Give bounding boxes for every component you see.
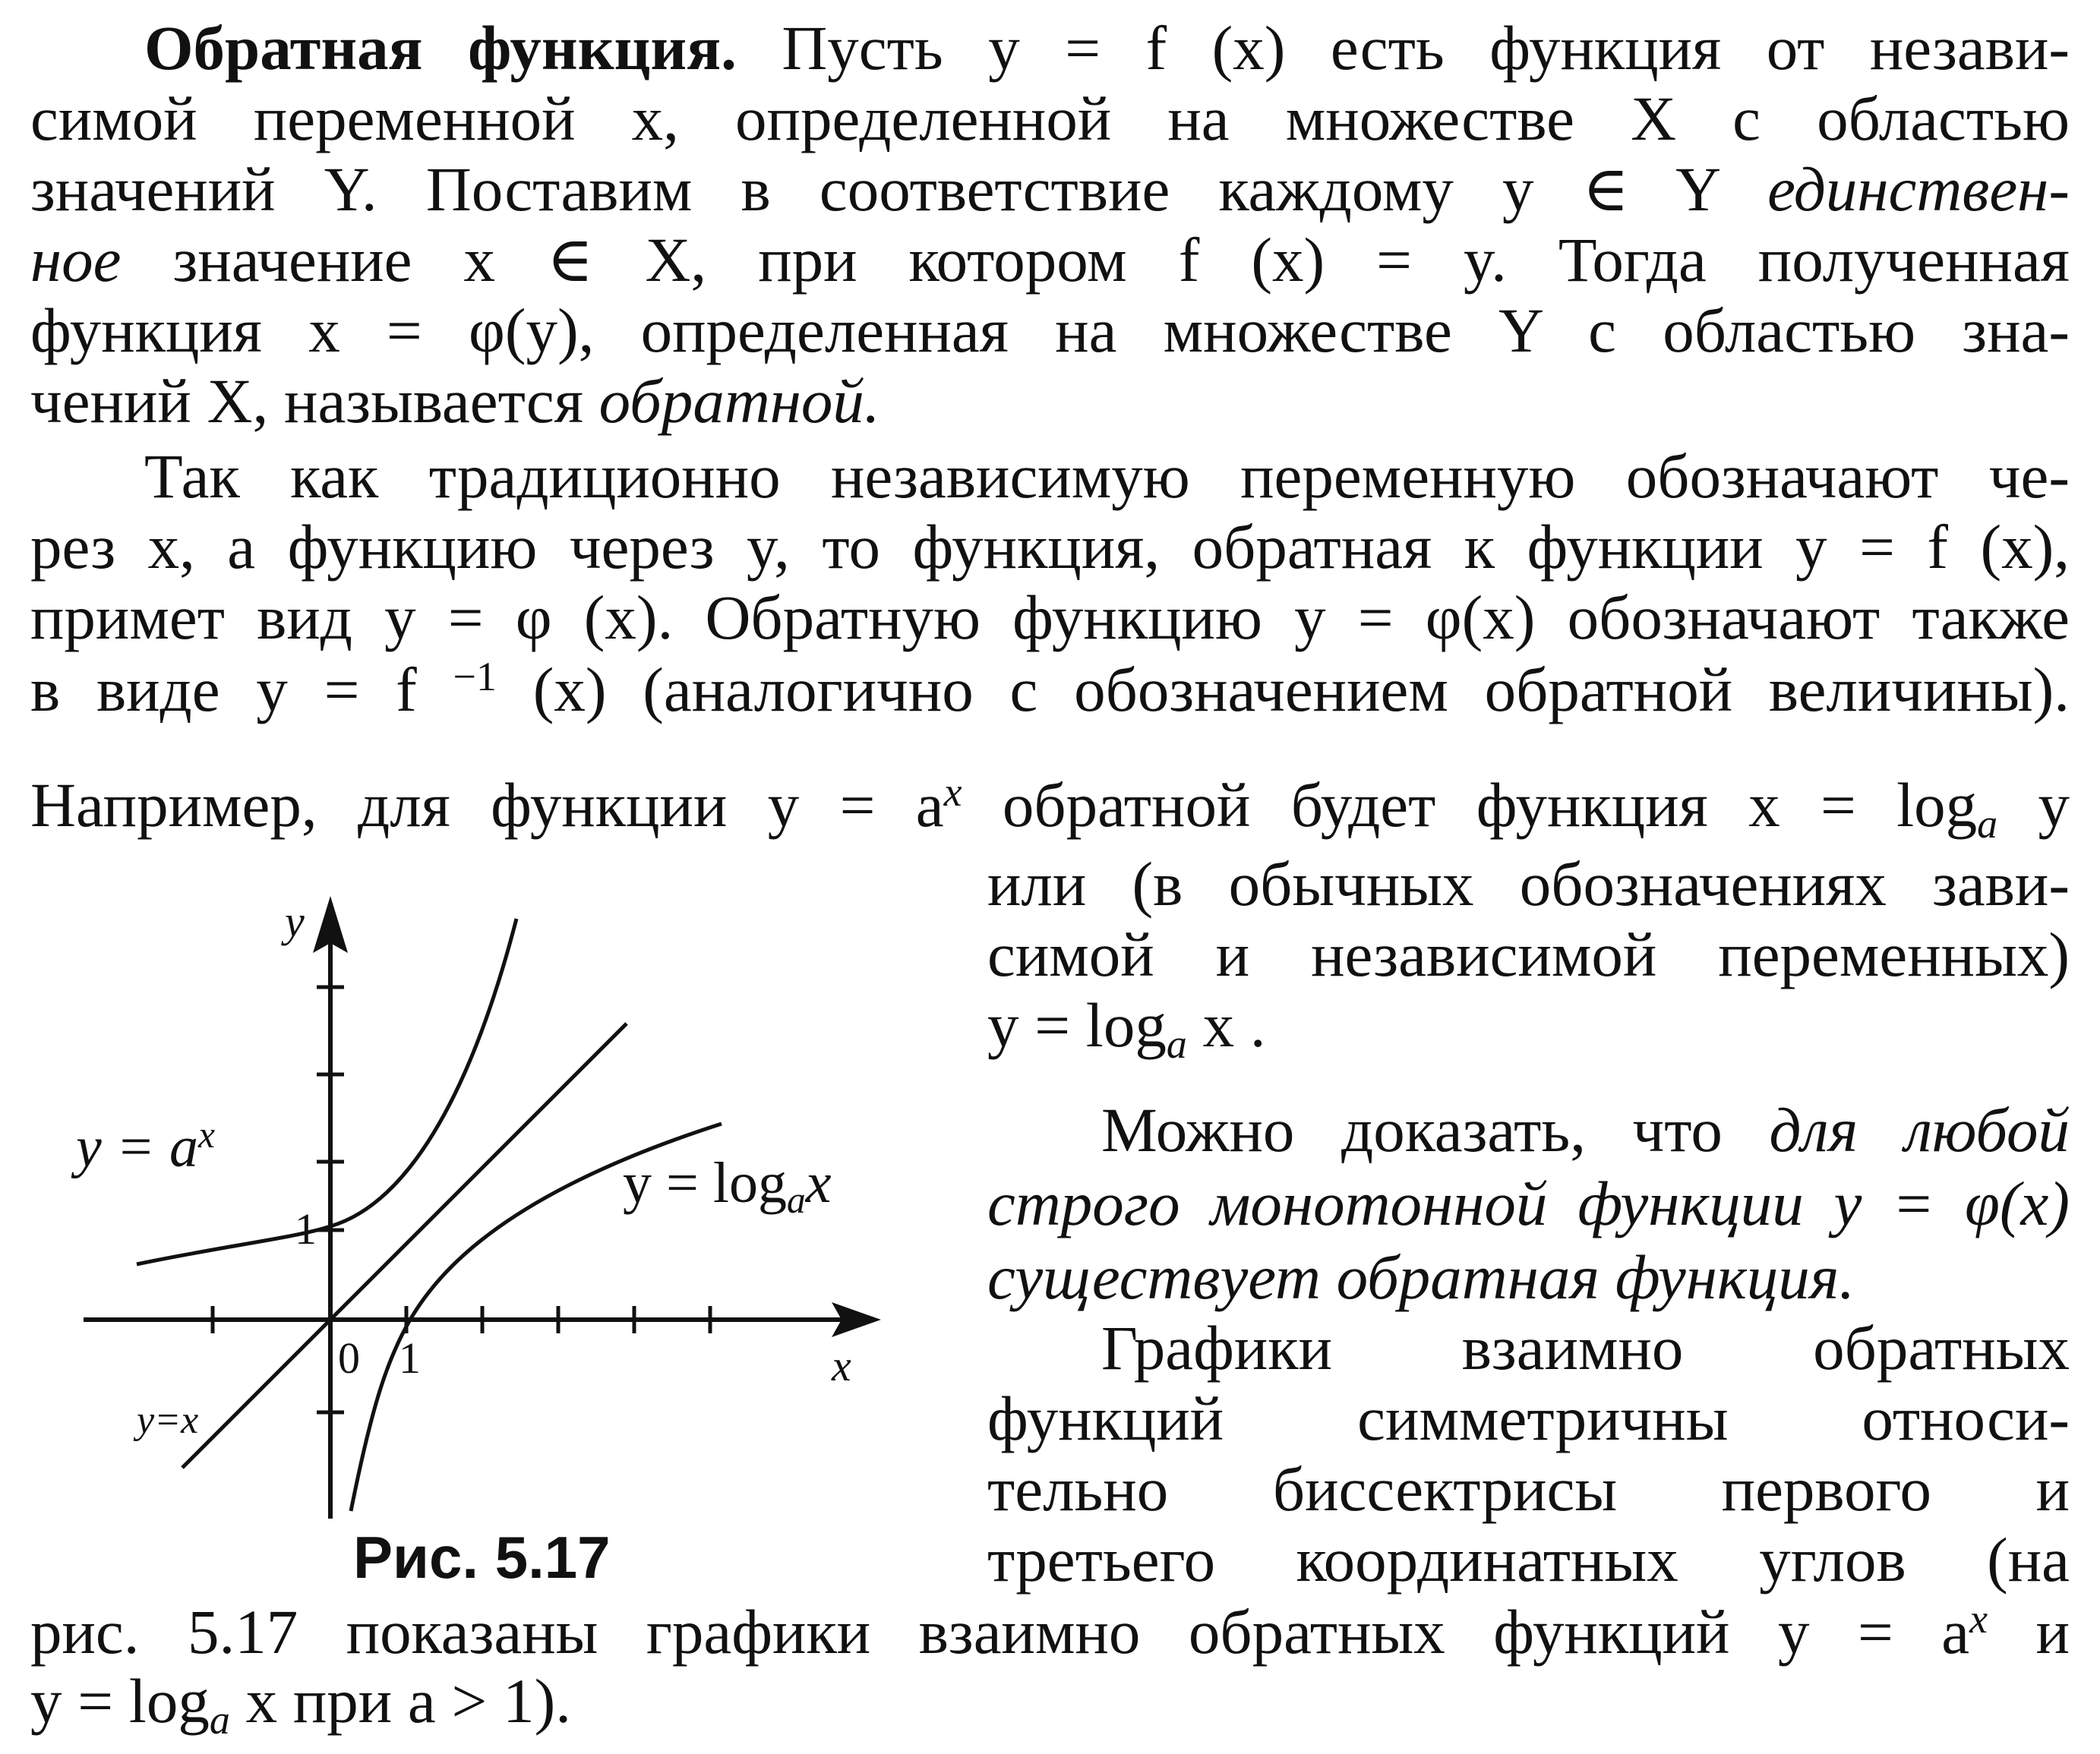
p2-line-2: рез x, а функцию через y, то функция, обратная к функции y = f (x), bbox=[30, 512, 2070, 582]
label-one-x: 1 bbox=[399, 1333, 421, 1383]
label-x-axis: x bbox=[832, 1341, 851, 1390]
label-y-equals-x: y=x bbox=[137, 1399, 199, 1442]
p5-line-4: третьего координатных углов (на bbox=[987, 1525, 2070, 1595]
label-y-axis: y bbox=[285, 897, 305, 946]
p4-line-2: строго монотонной функции y = φ(x) bbox=[987, 1169, 2070, 1238]
p5-line-1: Графики взаимно обратных bbox=[1101, 1313, 2070, 1383]
p1-title: Обратная функция. bbox=[144, 13, 737, 83]
p3-line-3: симой и независимой переменных) bbox=[987, 920, 2070, 989]
p5-line-5: рис. 5.17 показаны графики взаимно обратных функций $y = a^x$ и bbox=[30, 1596, 2070, 1667]
label-logarithm: $y = \log_ax$ bbox=[623, 1151, 832, 1221]
p1-line-2: симой переменной x, определенной на множестве X с областью bbox=[30, 84, 2070, 153]
p1-line-4: ное значение x ∈ X, при котором f (x) = y. Тогда полученная bbox=[30, 225, 2070, 295]
p1-line-1: Обратная функция. Пусть y = f (x) есть функция от незави- bbox=[144, 13, 2070, 83]
line-y-equals-x bbox=[182, 1024, 627, 1468]
figure-caption: Рис. 5.17 bbox=[353, 1524, 611, 1591]
p5-line-6: $y = \log_a x$ при a > 1). bbox=[30, 1666, 571, 1743]
p2-line-1: Так как традиционно независимую переменную обозначают че- bbox=[144, 441, 2070, 511]
curve-exponential bbox=[137, 919, 516, 1264]
p4-line-1: Можно доказать, что для любой bbox=[1101, 1095, 2070, 1165]
p3-line-1: Например, для функции $y = a^x$ обратной будет функция $x = \log_a y$ bbox=[30, 769, 2070, 847]
p5-line-3: тельно биссектрисы первого и bbox=[987, 1454, 2070, 1524]
p2-line-4: в виде y = f $^{-1}$ (x) (аналогично с обозначением обратной величины). bbox=[30, 654, 2070, 724]
figure-5-17 bbox=[76, 873, 934, 1557]
p2-line-3: примет вид y = φ (x). Обратную функцию y = φ(x) обозначают также bbox=[30, 582, 2070, 652]
p4-line-3: существует обратная функция. bbox=[987, 1242, 1855, 1312]
p1-line-3: значений Y. Поставим в соответствие каждому y ∈ Y единствен- bbox=[30, 154, 2070, 224]
p3-line-2: или (в обычных обозначениях зави- bbox=[987, 849, 2070, 919]
p1-line-5: функция x = φ(y), определенная на множестве Y с областью зна- bbox=[30, 295, 2070, 365]
p3-line-4: $y = \log_a x$ . bbox=[987, 990, 1266, 1068]
label-exponential: $y = a^x$ bbox=[76, 1114, 215, 1179]
p1-line-6: чений X, называется обратной. bbox=[30, 366, 880, 436]
label-one-y: 1 bbox=[295, 1204, 317, 1254]
p5-line-2: функций симметричны относи- bbox=[987, 1383, 2070, 1453]
label-origin: 0 bbox=[338, 1333, 360, 1383]
